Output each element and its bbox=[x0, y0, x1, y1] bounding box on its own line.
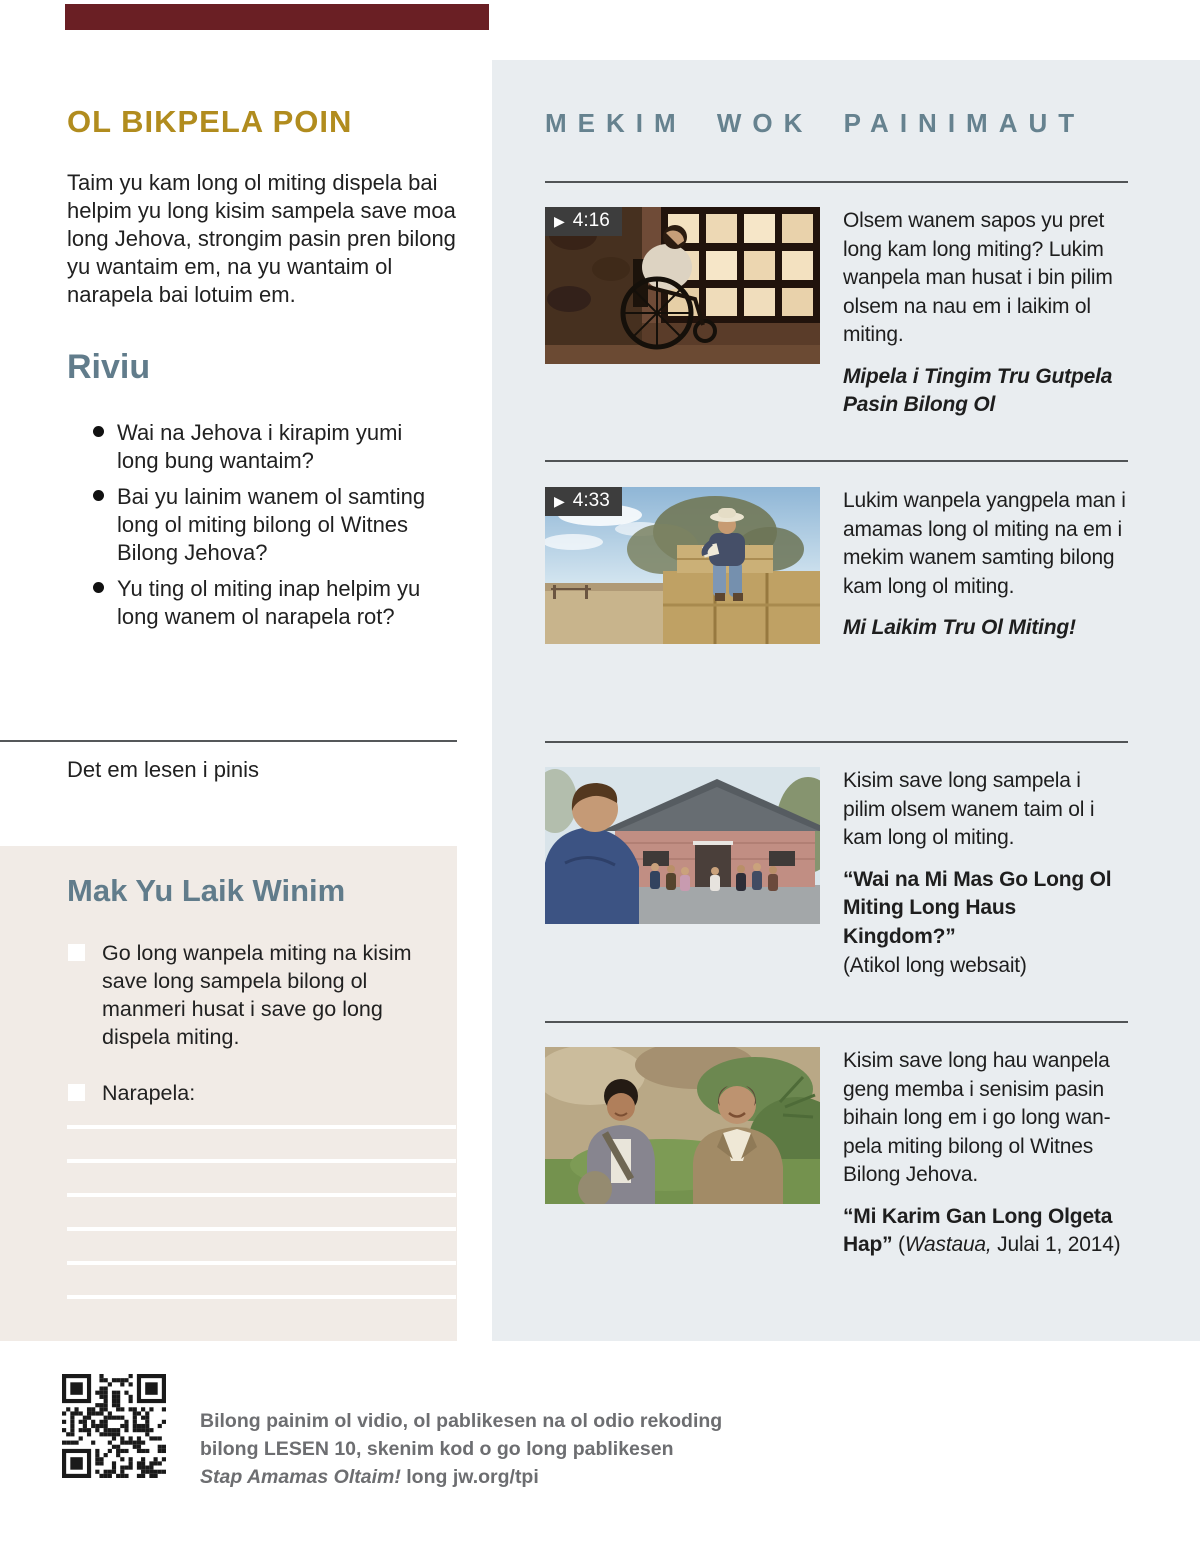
bullet-icon bbox=[93, 490, 104, 501]
article-thumbnail-couple[interactable] bbox=[545, 1047, 820, 1204]
video-thumbnail-wheelchair[interactable] bbox=[545, 207, 820, 364]
goals-heading: Mak Yu Laik Winim bbox=[67, 873, 346, 908]
video-thumbnail-hay-bales[interactable] bbox=[545, 487, 820, 644]
divider bbox=[545, 181, 1128, 183]
video-title: Mipela i Tingim Tru Gutpela Pasin Bilong Ol bbox=[843, 364, 1113, 416]
play-icon: ▶ bbox=[554, 493, 565, 509]
goal-checkbox[interactable] bbox=[68, 944, 85, 961]
write-in-line[interactable] bbox=[67, 1295, 456, 1299]
article-title: “Wai na Mi Mas Go Long Ol Miting Long Haus Kingdom?” bbox=[843, 867, 1112, 948]
people-group bbox=[650, 863, 778, 891]
review-heading: Riviu bbox=[67, 348, 151, 386]
entry-description: Kisim save long hau wanpela geng memba i senisim pasin bihain long em i go long wan-pela miting bilong ol Witnes Bilong Jehova. bbox=[843, 1049, 1111, 1186]
dig-deeper-heading: MEKIM WOK PAINIMAUT bbox=[545, 108, 1086, 138]
write-in-line[interactable] bbox=[67, 1159, 456, 1163]
intro-paragraph: Taim yu kam long ol miting dispela bai helpim yu long kisim sampela save moa long Jehova, strongim pasin pren bilong yu wantaim em, na yu wantaim ol narapela bai lotuim em. bbox=[67, 170, 456, 307]
entry-text bbox=[843, 1047, 1128, 1260]
duration-label: 4:33 bbox=[572, 490, 610, 511]
young-man-outside-kingdom-hall-image bbox=[545, 767, 820, 924]
divider bbox=[0, 740, 457, 742]
media-entry bbox=[545, 487, 1128, 644]
write-in-line[interactable] bbox=[67, 1227, 456, 1231]
entry-text bbox=[843, 767, 1128, 981]
footer-instructions bbox=[200, 1407, 740, 1491]
divider bbox=[545, 460, 1128, 462]
bullet-icon bbox=[93, 582, 104, 593]
footer-line-3: Stap Amamas Oltaim! long jw.org/tpi bbox=[200, 1466, 539, 1488]
footer-line-1: Bilong painim ol vidio, ol pablikesen na ol odio rekoding bbox=[200, 1410, 723, 1432]
goal-item bbox=[68, 1079, 432, 1107]
smiling-couple-outdoors-image bbox=[545, 1047, 820, 1204]
article-reference: (Wastaua, Julai 1, 2014) bbox=[898, 1233, 1121, 1256]
write-in-line[interactable] bbox=[67, 1125, 456, 1129]
video-duration-badge bbox=[545, 487, 622, 516]
goal-item bbox=[68, 939, 432, 1051]
goal-checkbox[interactable] bbox=[68, 1084, 85, 1101]
media-entry bbox=[545, 207, 1128, 420]
video-duration-badge bbox=[545, 207, 622, 236]
media-entry bbox=[545, 767, 1128, 981]
write-in-line[interactable] bbox=[67, 1261, 456, 1265]
page-title: OL BIKPELA POIN bbox=[67, 104, 353, 139]
entry-description: Lukim wanpela yangpela man i amamas long ol miting na em i mekim wanem samting bilong kam long ol miting. bbox=[843, 489, 1126, 598]
write-in-line[interactable] bbox=[67, 1193, 456, 1197]
goal-label: Narapela: bbox=[102, 1081, 196, 1105]
review-question: Bai yu lainim wanem ol samting long ol miting bilong ol Witnes Bilong Jehova? bbox=[67, 483, 442, 567]
entry-description: Olsem wanem sapos yu pret long kam long miting? Lukim wanpela man husat i bin pilim olsem na nau em i laikim ol miting. bbox=[843, 209, 1113, 346]
review-question: Wai na Jehova i kirapim yumi long bung wantaim? bbox=[67, 419, 442, 475]
review-question-list bbox=[67, 419, 442, 639]
divider bbox=[545, 1021, 1128, 1023]
goal-label: Go long wanpela miting na kisim save long sampela bilong ol manmeri husat i save go long dispela miting. bbox=[102, 941, 412, 1049]
article-note: (Atikol long websait) bbox=[843, 954, 1027, 977]
duration-label: 4:16 bbox=[572, 210, 610, 231]
lesson-color-bar bbox=[65, 4, 489, 30]
lesson-completed-date-label: Det em lesen i pinis bbox=[67, 757, 259, 782]
article-title: “Mi Karim Gan Long Olgeta Hap” (Wastaua, Julai 1, 2014) bbox=[843, 1204, 1121, 1256]
write-in-lines bbox=[67, 1125, 456, 1299]
play-icon: ▶ bbox=[554, 213, 565, 229]
entry-description: Kisim save long sampela i pilim olsem wanem taim ol i kam long ol miting. bbox=[843, 769, 1095, 849]
article-thumbnail-kingdom-hall[interactable] bbox=[545, 767, 820, 924]
divider bbox=[545, 741, 1128, 743]
entry-text bbox=[843, 487, 1128, 644]
dig-deeper-panel bbox=[492, 60, 1200, 1341]
qr-code bbox=[62, 1374, 166, 1478]
goals-box bbox=[0, 846, 457, 1341]
footer-line-2: bilong LESEN 10, skenim kod o go long pablikesen bbox=[200, 1438, 674, 1460]
media-entry bbox=[545, 1047, 1128, 1260]
bullet-icon bbox=[93, 426, 104, 437]
review-question: Yu ting ol miting inap helpim yu long wanem ol narapela rot? bbox=[67, 575, 442, 631]
video-title: Mi Laikim Tru Ol Miting! bbox=[843, 616, 1076, 639]
entry-text bbox=[843, 207, 1128, 420]
